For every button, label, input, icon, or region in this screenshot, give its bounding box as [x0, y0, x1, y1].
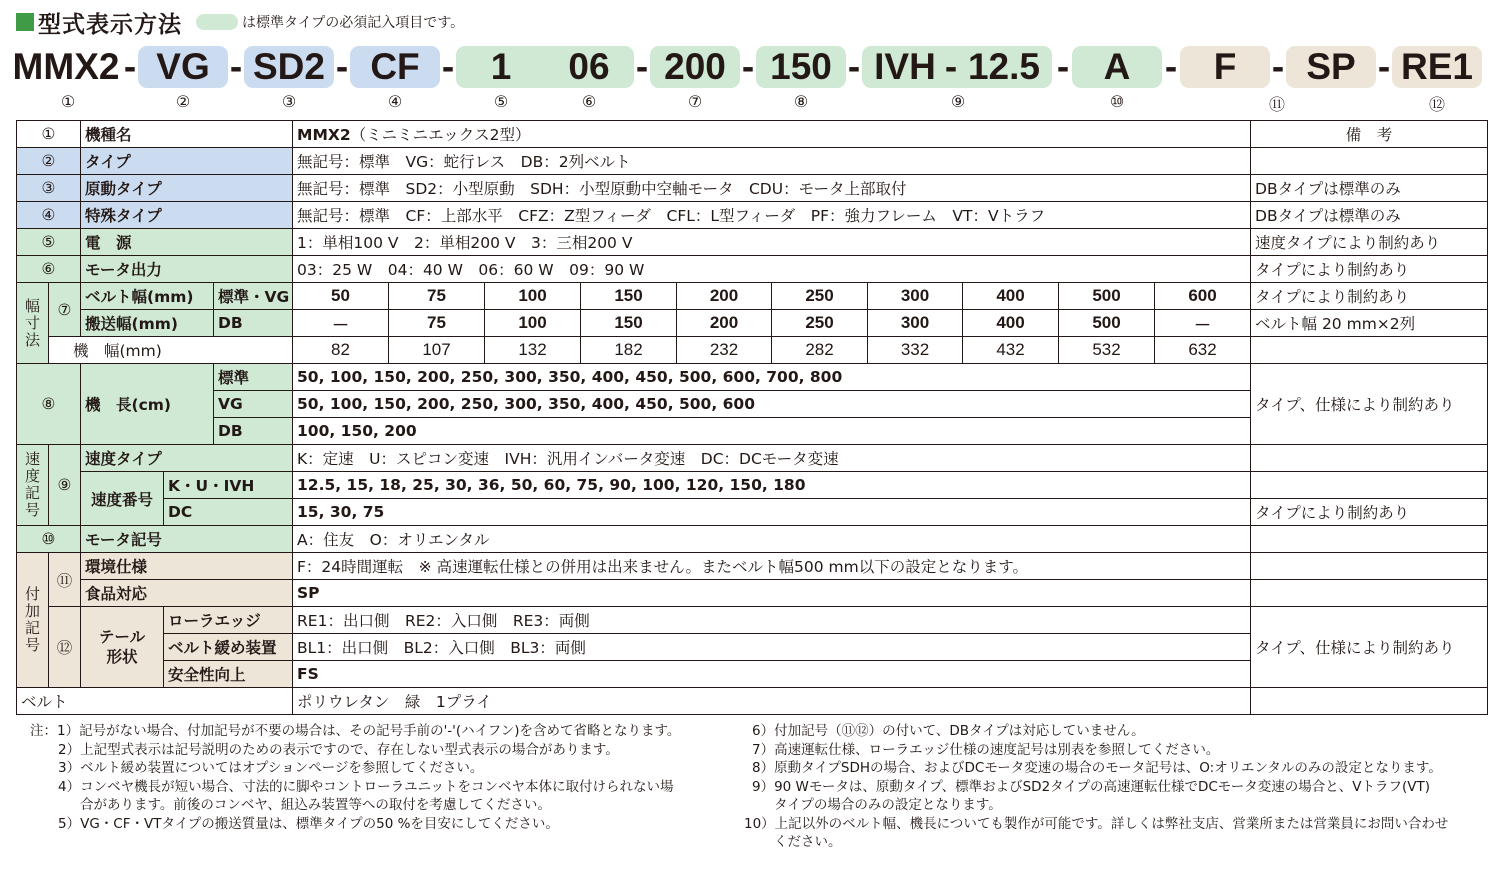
table-row	[17, 148, 1488, 175]
tail-shape-label: テール 形状	[81, 607, 164, 688]
code-power: 1	[490, 46, 512, 87]
belt-width-value: 600	[1155, 283, 1251, 310]
row-remark	[1251, 445, 1488, 472]
notes-right	[744, 722, 1449, 852]
group-label-speed: 速度記号	[17, 445, 49, 526]
code-separator: -	[335, 46, 349, 87]
note-line: 2）上記型式表示は記号説明のための表示ですので、存在しない型式表示の場合があります。	[58, 741, 619, 758]
belt-width-value: 200	[677, 283, 772, 310]
conveying-width-value: 75	[389, 310, 485, 337]
row-num: ⑫	[49, 607, 81, 688]
index-label: ⑪	[1268, 95, 1285, 114]
index-label: ⑨	[950, 92, 966, 111]
note-line: 5）VG・CF・VTタイプの搬送質量は、標準タイプの50 %を目安にしてください。	[58, 815, 559, 832]
machine-width-value: 232	[677, 337, 772, 364]
row-label: 特殊タイプ	[81, 202, 293, 229]
index-label: ④	[387, 92, 403, 111]
machine-width-value: 632	[1155, 337, 1251, 364]
length-values: 100, 150, 200	[293, 418, 1251, 445]
speed-number-values: 12.5, 15, 18, 25, 30, 36, 50, 60, 75, 90, 100, 120, 150, 180	[293, 472, 1251, 499]
speed-number-label: 速度番号	[81, 472, 164, 526]
index-label: ⑦	[687, 92, 703, 111]
note-line: ください。	[774, 834, 842, 850]
belt-width-sub: 標準・VG	[214, 283, 293, 310]
belt-width-value: 400	[963, 283, 1059, 310]
table-row	[17, 499, 1488, 526]
belt-width-value: 75	[389, 283, 485, 310]
belt-width-value: 100	[485, 283, 581, 310]
table-row	[17, 472, 1488, 499]
row-remark: タイプにより制約あり	[1251, 256, 1488, 283]
row-desc: 無記号：標準 CF：上部水平 CFZ：Z型フィーダ CFL：L型フィーダ PF：強力フレーム VT：Vトラフ	[293, 202, 1251, 229]
belt-width-value: 250	[772, 283, 868, 310]
conveying-width-label: 搬送幅(mm)	[81, 310, 214, 337]
row-remark: 速度タイプにより制約あり	[1251, 229, 1488, 256]
machine-width-label: 機 幅(mm)	[49, 337, 293, 364]
index-label: ⑫	[1428, 95, 1445, 114]
speed-type-desc: K：定速 U：スピコン変速 IVH：汎用インバータ変速 DC：DCモータ変速	[293, 445, 1251, 472]
table-row	[17, 202, 1488, 229]
spec-table	[16, 120, 1488, 715]
table-row	[17, 283, 1488, 310]
row-remark: タイプ、仕様により制約あり	[1251, 364, 1488, 445]
note-line: タイプの場合のみの設定となります。	[774, 797, 1002, 813]
belt-width-value: 500	[1059, 283, 1155, 310]
row-label: 機 長(cm)	[81, 364, 214, 445]
row-label: モータ出力	[81, 256, 293, 283]
table-row	[17, 580, 1488, 607]
row-num: ①	[17, 121, 81, 148]
index-label: ⑩	[1109, 92, 1125, 111]
row-remark: DBタイプは標準のみ	[1251, 202, 1488, 229]
row-remark: タイプにより制約あり	[1251, 499, 1488, 526]
row-remark	[1251, 337, 1488, 364]
machine-width-value: 107	[389, 337, 485, 364]
index-label: ①	[60, 92, 76, 111]
code-separator: -	[441, 46, 455, 87]
machine-width-value: 282	[772, 337, 868, 364]
machine-width-value: 182	[581, 337, 677, 364]
note-line: 6）付加記号（⑪⑫）の付いて、DBタイプは対応していません。	[752, 723, 1145, 739]
code-speed-type: IVH	[874, 46, 936, 87]
code-food: SP	[1306, 46, 1356, 87]
speed-type-label: 速度タイプ	[81, 445, 293, 472]
note-line: 注：1）記号がない場合、付加記号が不要の場合は、その記号手前の'-'(ハイフン)を含めて省略となります。	[30, 723, 681, 739]
code-drive: SD2	[253, 46, 325, 87]
env-label: 環境仕様	[81, 553, 293, 580]
table-row	[17, 607, 1488, 634]
conveying-width-value: 500	[1059, 310, 1155, 337]
conveying-width-value: 100	[485, 310, 581, 337]
speed-number-sub: DC	[164, 499, 293, 526]
code-separator: -	[635, 46, 649, 87]
row-remark	[1251, 688, 1488, 715]
table-row	[17, 121, 1488, 148]
row-num: ⑪	[49, 553, 81, 607]
length-sub: 標準	[214, 364, 293, 391]
row-num: ③	[17, 175, 81, 202]
row-num: ⑦	[49, 283, 81, 337]
row-remark	[1251, 148, 1488, 175]
index-label: ⑤	[493, 92, 509, 111]
index-label: ⑥	[581, 92, 597, 111]
notes-left	[30, 722, 680, 833]
code-separator: -	[123, 46, 137, 87]
conveying-width-value: 200	[677, 310, 772, 337]
conveying-width-value: －	[1155, 310, 1251, 337]
table-row	[17, 364, 1488, 391]
row-desc: 無記号：標準 VG：蛇行レス DB：2列ベルト	[293, 148, 1251, 175]
code-env: F	[1213, 46, 1237, 87]
index-label: ②	[175, 92, 191, 111]
row-label: タイプ	[81, 148, 293, 175]
code-separator: -	[944, 46, 958, 87]
code-belt-width: 200	[664, 46, 726, 87]
food-label: 食品対応	[81, 580, 293, 607]
code-separator: -	[1271, 46, 1285, 87]
row-desc: A：住友 O：オリエンタル	[293, 526, 1251, 553]
note-line: 10）上記以外のベルト幅、機長についても製作が可能です。詳しくは弊社支店、営業所または営業員にお問い合わせ	[744, 815, 1449, 832]
machine-width-value: 332	[868, 337, 963, 364]
row-num: ⑤	[17, 229, 81, 256]
table-row	[17, 229, 1488, 256]
row-num: ②	[17, 148, 81, 175]
row-num: ⑥	[17, 256, 81, 283]
row-desc: 無記号：標準 SD2：小型原動 SDH：小型原動中空軸モータ CDU：モータ上部取付	[293, 175, 1251, 202]
title-square-icon	[16, 13, 34, 31]
row-num: ⑩	[17, 526, 81, 553]
conveying-width-value: －	[293, 310, 389, 337]
row-desc	[293, 121, 1251, 148]
code-separator: -	[1056, 46, 1070, 87]
row-remark: タイプにより制約あり	[1251, 283, 1488, 310]
model-name: MMX2	[297, 126, 351, 144]
row-remark	[1251, 580, 1488, 607]
tail-sub: 安全性向上	[164, 661, 293, 688]
tail-sub: ローラエッジ	[164, 607, 293, 634]
table-row	[17, 553, 1488, 580]
tail-desc: BL1：出口側 BL2：入口側 BL3：両側	[293, 634, 1251, 661]
row-remark: DBタイプは標準のみ	[1251, 175, 1488, 202]
machine-width-value: 532	[1059, 337, 1155, 364]
speed-number-values: 15, 30, 75	[293, 499, 1251, 526]
code-length: 150	[770, 46, 832, 87]
tail-desc: RE1：出口側 RE2：入口側 RE3：両側	[293, 607, 1251, 634]
row-label: モータ記号	[81, 526, 293, 553]
note-line: 4）コンベヤ機長が短い場合、寸法的に脚やコントローラユニットをコンベヤ本体に取付けられない場	[58, 778, 674, 795]
conveying-width-value: 400	[963, 310, 1059, 337]
title-row	[16, 8, 464, 36]
code-model: MMX2	[12, 46, 120, 87]
row-num: ⑧	[17, 364, 81, 445]
code-motor-output: 06	[568, 46, 610, 87]
belt-width-value: 150	[581, 283, 677, 310]
row-remark: ベルト幅 20 mm×2列	[1251, 310, 1488, 337]
row-label: 原動タイプ	[81, 175, 293, 202]
remark-header: 備 考	[1251, 121, 1488, 148]
note-line: 9）90 Wモータは、原動タイプ、標準およびSD2タイプの高速運転仕様でDCモータ変速の場合と、Vトラフ(VT)	[752, 778, 1431, 795]
speed-number-sub: K・U・IVH	[164, 472, 293, 499]
length-sub: VG	[214, 391, 293, 418]
length-values: 50, 100, 150, 200, 250, 300, 350, 400, 450, 500, 600	[293, 391, 1251, 418]
row-remark	[1251, 526, 1488, 553]
row-num: ⑨	[49, 445, 81, 526]
row-remark: タイプ、仕様により制約あり	[1251, 607, 1488, 688]
conveying-width-value: 250	[772, 310, 868, 337]
table-row	[17, 310, 1488, 337]
index-label: ③	[281, 92, 297, 111]
code-separator: -	[229, 46, 243, 87]
row-remark	[1251, 472, 1488, 499]
row-label: 機種名	[81, 121, 293, 148]
machine-width-value: 432	[963, 337, 1059, 364]
code-type: VG	[156, 46, 210, 87]
row-desc: 03：25 W 04：40 W 06：60 W 09：90 W	[293, 256, 1251, 283]
table-row	[17, 526, 1488, 553]
code-separator: -	[1164, 46, 1178, 87]
table-row	[17, 688, 1488, 715]
table-row	[17, 337, 1488, 364]
page-title: 型式表示方法	[38, 11, 182, 38]
index-label: ⑧	[793, 92, 809, 111]
row-num: ④	[17, 202, 81, 229]
note-line: 8）原動タイプSDHの場合、およびDCモータ変速の場合のモータ記号は、O:オリエンタルのみの設定となります。	[752, 760, 1442, 776]
legend-text: は標準タイプの必須記入項目です。	[242, 15, 465, 31]
code-separator: -	[741, 46, 755, 87]
tail-sub: ベルト緩め装置	[164, 634, 293, 661]
machine-width-value: 82	[293, 337, 389, 364]
code-motor: A	[1103, 46, 1131, 87]
conveying-width-value: 150	[581, 310, 677, 337]
row-label: 電 源	[81, 229, 293, 256]
note-line: 3）ベルト緩め装置についてはオプションページを参照してください。	[58, 760, 484, 776]
food-desc: SP	[293, 580, 1251, 607]
conveying-width-sub: DB	[214, 310, 293, 337]
group-label-width: 幅寸法	[17, 283, 49, 364]
belt-label: ベルト	[17, 688, 293, 715]
length-sub: DB	[214, 418, 293, 445]
model-name-note: （ミニミニエックス2型）	[350, 126, 531, 144]
length-values: 50, 100, 150, 200, 250, 300, 350, 400, 450, 500, 600, 700, 800	[293, 364, 1251, 391]
code-special: CF	[370, 46, 420, 87]
group-label-additional: 付加記号	[17, 553, 49, 688]
row-desc: 1：単相100 V 2：単相200 V 3：三相200 V	[293, 229, 1251, 256]
belt-desc: ポリウレタン 緑 1プライ	[293, 688, 1251, 715]
belt-width-value: 50	[293, 283, 389, 310]
machine-width-value: 132	[485, 337, 581, 364]
note-line: 合があります。前後のコンベヤ、組込み装置等への取付を考慮してください。	[80, 797, 551, 813]
env-desc: F：24時間運転 ※ 高速運転仕様との併用は出来ません。またベルト幅500 mm以下の設定となります。	[293, 553, 1251, 580]
note-line: 7）高速運転仕様、ローラエッジ仕様の速度記号は別表を参照してください。	[752, 741, 1220, 758]
legend-chip	[196, 14, 238, 30]
row-remark	[1251, 553, 1488, 580]
code-speed-number: 12.5	[967, 46, 1040, 87]
code-separator: -	[1377, 46, 1391, 87]
table-row	[17, 175, 1488, 202]
conveying-width-value: 300	[868, 310, 963, 337]
table-row	[17, 445, 1488, 472]
belt-width-label: ベルト幅(mm)	[81, 283, 214, 310]
code-tail: RE1	[1401, 46, 1473, 87]
belt-width-value: 300	[868, 283, 963, 310]
code-separator: -	[847, 46, 861, 87]
tail-desc: FS	[293, 661, 1251, 688]
table-row	[17, 256, 1488, 283]
